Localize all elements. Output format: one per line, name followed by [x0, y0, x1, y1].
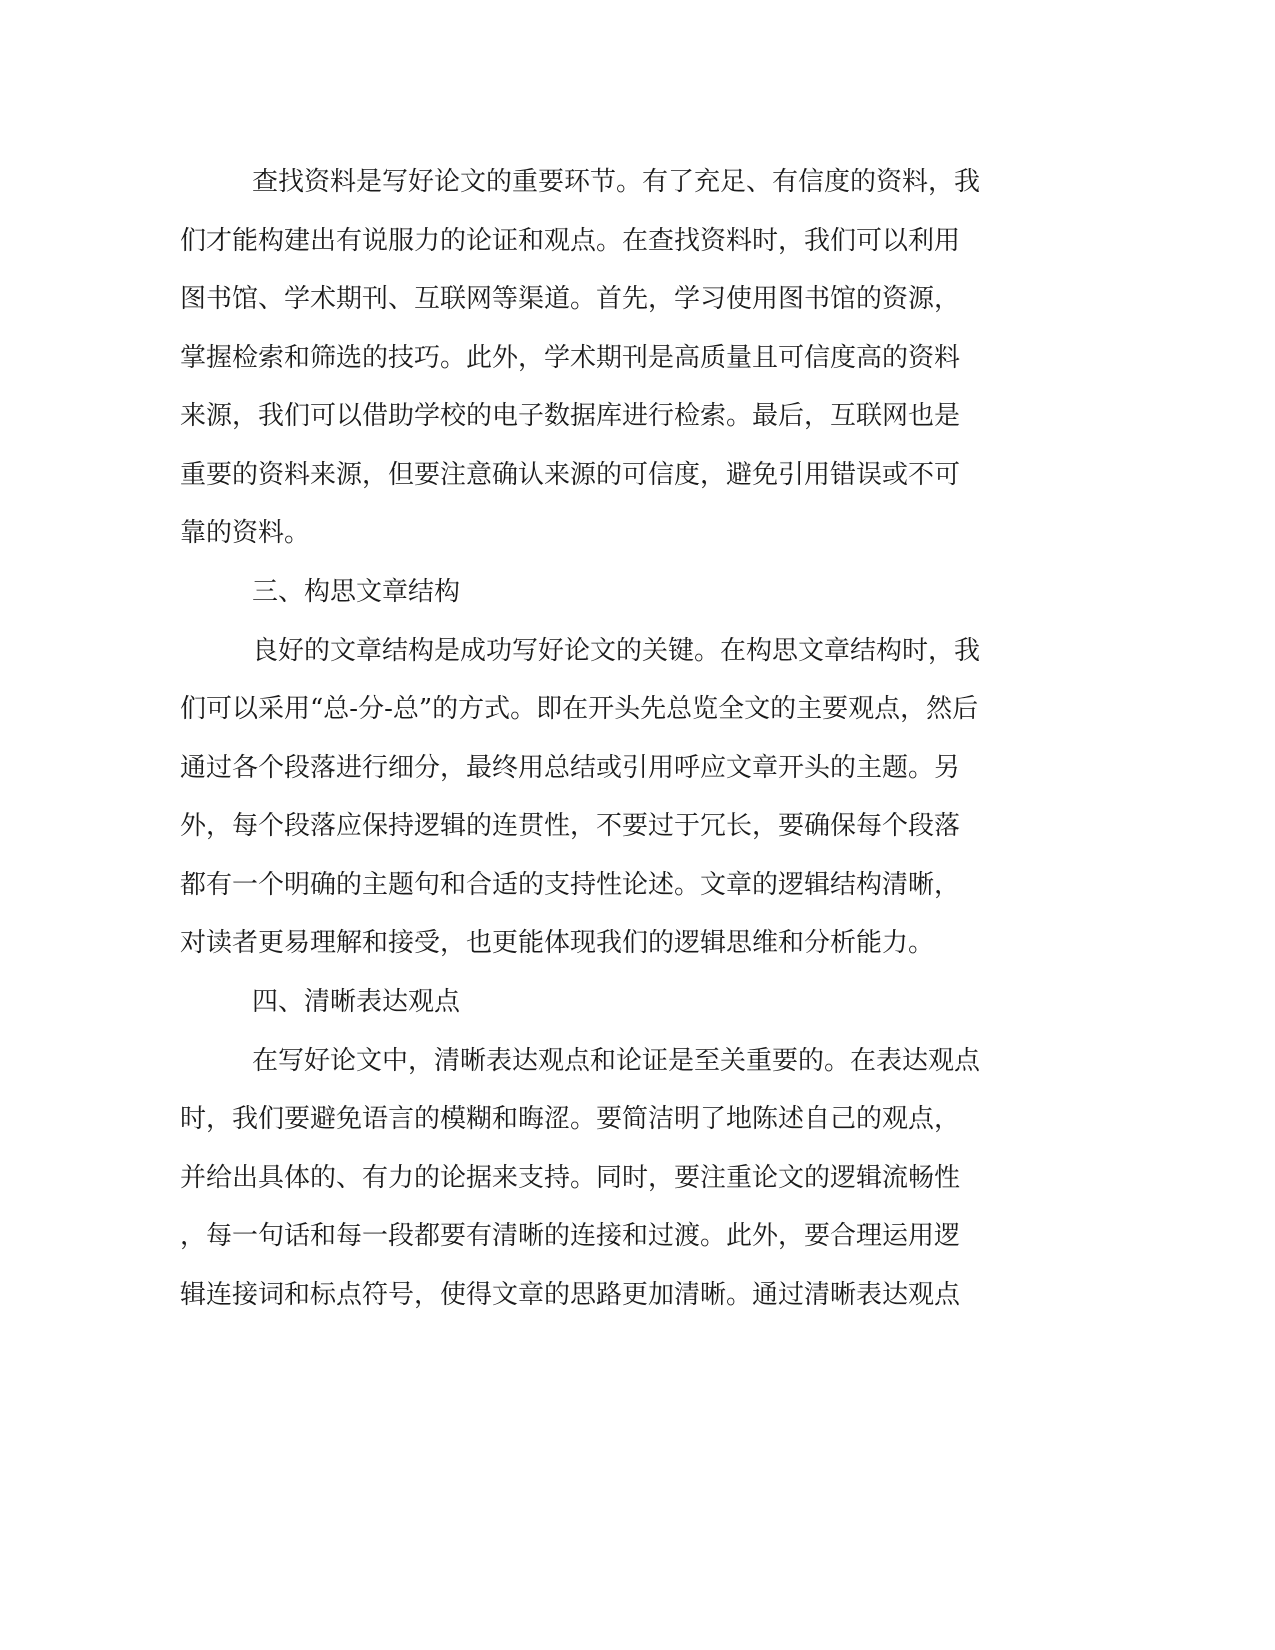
paragraph-line: 都有一个明确的主题句和合适的支持性论述。文章的逻辑结构清晰，: [180, 870, 961, 900]
section-heading: 四、清晰表达观点: [252, 987, 461, 1017]
paragraph-line: 重要的资料来源，但要注意确认来源的可信度，避免引用错误或不可: [180, 460, 961, 490]
paragraph-line: 来源，我们可以借助学校的电子数据库进行检索。最后，互联网也是: [180, 401, 961, 431]
section-heading: 三、构思文章结构: [252, 577, 461, 607]
paragraph-line: 良好的文章结构是成功写好论文的关键。在构思文章结构时，我: [252, 636, 981, 666]
paragraph-line: 靠的资料。: [180, 518, 311, 548]
paragraph-line: 通过各个段落进行细分，最终用总结或引用呼应文章开头的主题。另: [180, 753, 961, 783]
paragraph-line: 查找资料是写好论文的重要环节。有了充足、有信度的资料，我: [252, 167, 981, 197]
paragraph-line: 们可以采用“总-分-总”的方式。即在开头先总览全文的主要观点，然后: [180, 694, 979, 724]
paragraph-line: 掌握检索和筛选的技巧。此外，学术期刊是高质量且可信度高的资料: [180, 343, 961, 373]
paragraph-line: 们才能构建出有说服力的论证和观点。在查找资料时，我们可以利用: [180, 226, 961, 256]
paragraph-line: ，每一句话和每一段都要有清晰的连接和过渡。此外，要合理运用逻: [180, 1221, 961, 1251]
paragraph-line: 时，我们要避免语言的模糊和晦涩。要简洁明了地陈述自己的观点，: [180, 1104, 961, 1134]
paragraph-line: 对读者更易理解和接受，也更能体现我们的逻辑思维和分析能力。: [180, 928, 935, 958]
paragraph-line: 在写好论文中，清晰表达观点和论证是至关重要的。在表达观点: [252, 1046, 981, 1076]
paragraph-line: 图书馆、学术期刊、互联网等渠道。首先，学习使用图书馆的资源，: [180, 284, 961, 314]
paragraph-line: 辑连接词和标点符号，使得文章的思路更加清晰。通过清晰表达观点: [180, 1280, 961, 1310]
paragraph-line: 并给出具体的、有力的论据来支持。同时，要注重论文的逻辑流畅性: [180, 1163, 961, 1193]
paragraph-line: 外，每个段落应保持逻辑的连贯性，不要过于冗长，要确保每个段落: [180, 811, 961, 841]
